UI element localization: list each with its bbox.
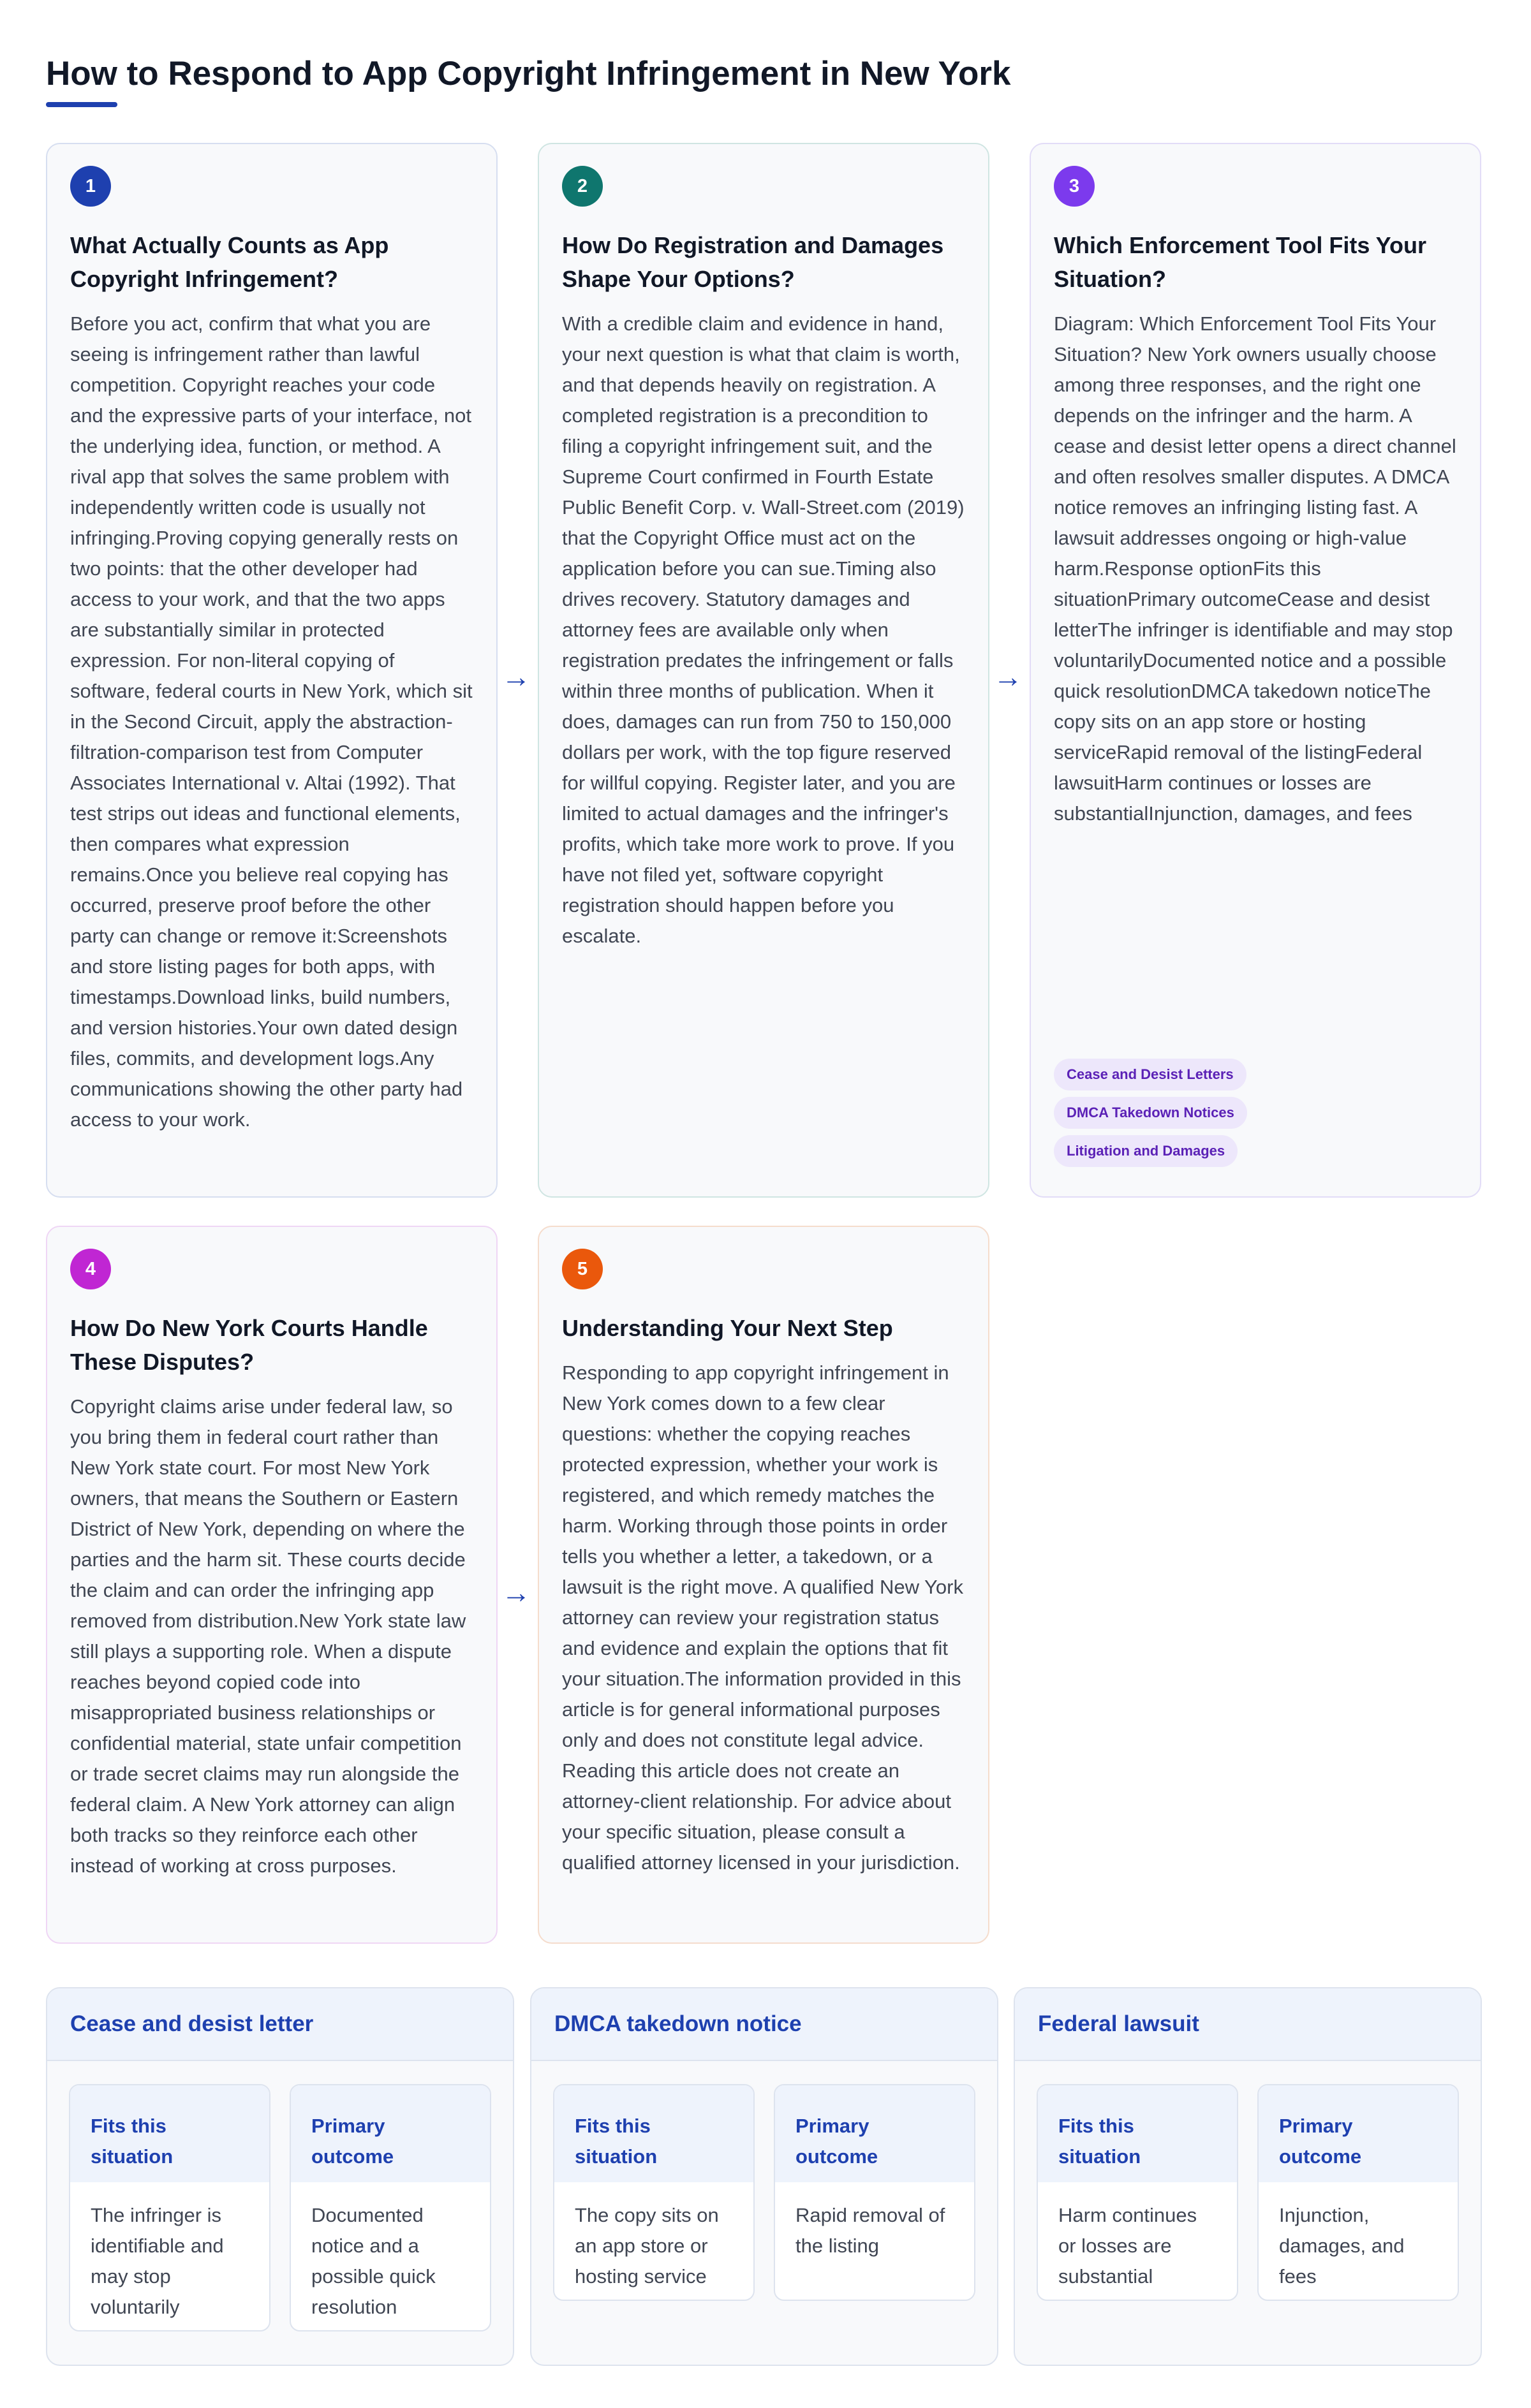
fits-column	[553, 2084, 755, 2301]
step-card-1	[46, 143, 498, 1198]
arrow-right-icon: →	[501, 660, 531, 693]
tag-cease-and-desist[interactable]: Cease and Desist Letters	[1054, 1059, 1246, 1090]
step-number-badge: 5	[562, 1249, 603, 1289]
option-header	[47, 1988, 513, 2061]
step-number-badge: 2	[562, 166, 603, 207]
fits-value: The copy sits on an app store or hosting service	[575, 2204, 719, 2287]
outcome-label: Primary outcome	[1259, 2085, 1458, 2182]
step-card-4	[46, 1226, 498, 1944]
step-title: What Actually Counts as App Copyright Infringement?	[70, 232, 389, 292]
option-header	[1015, 1988, 1481, 2061]
fits-label: Fits this situation	[70, 2085, 269, 2182]
step-body: Diagram: Which Enforcement Tool Fits Your Situation? New York owners usually choose among three responses, and the right one depends on the infringer and the harm. A cease and desist letter opens a direct channel and often resolves smaller disputes. A DMCA notice removes an infringing listing fast. A lawsuit addresses ongoing or high-value harm.Response optionFits this situationPrimary outcomeCease and desist letterThe infringer is identifiable and may stop voluntarilyDocumented notice and a possible quick resolutionDMCA takedown noticeThe copy sits on an app store or hosting serviceRapid removal of the listingFederal lawsuitHarm continues or losses are substantialInjunction, damages, and fees	[1054, 312, 1456, 825]
fits-column	[69, 2084, 270, 2331]
fits-column	[1037, 2084, 1238, 2301]
step-body: Responding to app copyright infringement in New York comes down to a few clear questions: whether the copying reaches protected expression, whether your work is registered, and which remedy matches the harm. Working through those points in order tells you whether a letter, a takedown, or a lawsuit is the right move. A qualified New York attorney can review your registration status and evidence and explain the options that fit your situation.The information provided in this article is for general informational purposes only and does not constitute legal advice. Reading this article does not create an attorney-client relationship. For advice about your specific situation, please consult a qualified attorney licensed in your jurisdiction.	[562, 1362, 963, 1874]
fits-value: Harm continues or losses are substantial	[1058, 2204, 1197, 2287]
tag-dmca-takedown[interactable]: DMCA Takedown Notices	[1054, 1097, 1247, 1129]
step-title: How Do Registration and Damages Shape Your Options?	[562, 232, 944, 292]
option-panel-cease-and-desist	[46, 1987, 514, 2366]
page-title: How to Respond to App Copyright Infringement in New York	[46, 55, 1011, 92]
outcome-value: Rapid removal of the listing	[795, 2204, 945, 2257]
step-number-badge: 3	[1054, 166, 1095, 207]
step-card-2	[538, 143, 989, 1198]
fits-label: Fits this situation	[554, 2085, 753, 2182]
step-card-5	[538, 1226, 989, 1944]
option-title: Cease and desist letter	[70, 2011, 314, 2036]
outcome-column	[774, 2084, 975, 2301]
step-body: With a credible claim and evidence in hand, your next question is what that claim is worth, and that depends heavily on registration. A completed registration is a precondition to filing a copyright infringement suit, and the Supreme Court confirmed in Fourth Estate Public Benefit Corp. v. Wall-Street.com (2019) that the Copyright Office must act on the application before you can sue.Timing also drives recovery. Statutory damages and attorney fees are available only when registration predates the infringement or falls within three months of publication. When it does, damages can run from 750 to 150,000 dollars per work, with the top figure reserved for willful copying. Register later, and you are limited to actual damages and the infringer's profits, which take more work to prove. If you have not filed yet, software copyright registration should happen before you escalate.	[562, 312, 965, 947]
outcome-column	[290, 2084, 491, 2331]
related-topics	[1054, 1059, 1247, 1167]
step-card-3	[1030, 143, 1481, 1198]
outcome-value: Injunction, damages, and fees	[1279, 2204, 1405, 2287]
outcome-label: Primary outcome	[291, 2085, 490, 2182]
option-columns	[531, 2061, 997, 2324]
option-panel-dmca	[530, 1987, 998, 2366]
tag-litigation[interactable]: Litigation and Damages	[1054, 1135, 1238, 1167]
title-underline	[46, 102, 117, 107]
fits-value: The infringer is identifiable and may stop voluntarily	[91, 2204, 224, 2318]
outcome-value: Documented notice and a possible quick resolution	[311, 2204, 436, 2318]
option-columns	[1015, 2061, 1481, 2324]
step-title: Understanding Your Next Step	[562, 1315, 893, 1341]
step-body: Copyright claims arise under federal law, so you bring them in federal court rather than New York state court. For most New York owners, that means the Southern or Eastern District of New York, depending on where the parties and the harm sit. These courts decide the claim and can order the infringing app removed from distribution.New York state law still plays a supporting role. When a dispute reaches beyond copied code into misappropriated business relationships or confidential material, state unfair competition or trade secret claims may run alongside the federal claim. A New York attorney can align both tracks so they reinforce each other instead of working at cross purposes.	[70, 1395, 466, 1877]
option-title: DMCA takedown notice	[554, 2011, 802, 2036]
option-columns	[47, 2061, 513, 2354]
step-body: Before you act, confirm that what you are seeing is infringement rather than lawful competition. Copyright reaches your code and the expressive parts of your interface, not the underlying idea, function, or method. A rival app that solves the same problem with independently written code is usually not infringing.Proving copying generally rests on two points: that the other developer had access to your work, and that the two apps are substantially similar in protected expression. For non-literal copying of software, federal courts in New York, which sit in the Second Circuit, apply the abstraction-filtration-comparison test from Computer Associates International v. Altai (1992). That test strips out ideas and functional elements, then compares what expression remains.Once you believe real copying has occurred, preserve proof before the other party can change or remove it:Screenshots and store listing pages for both apps, with timestamps.Download links, build numbers, and version histories.Your own dated design files, commits, and development logs.Any communications showing the other party had access to your work.	[70, 312, 473, 1131]
step-title: How Do New York Courts Handle These Disputes?	[70, 1315, 428, 1375]
fits-label: Fits this situation	[1038, 2085, 1237, 2182]
outcome-column	[1257, 2084, 1459, 2301]
option-title: Federal lawsuit	[1038, 2011, 1199, 2036]
option-panel-federal-lawsuit	[1014, 1987, 1482, 2366]
step-number-badge: 4	[70, 1249, 111, 1289]
step-title: Which Enforcement Tool Fits Your Situation?	[1054, 232, 1427, 292]
arrow-right-icon: →	[501, 1576, 531, 1609]
outcome-label: Primary outcome	[775, 2085, 974, 2182]
option-header	[531, 1988, 997, 2061]
step-number-badge: 1	[70, 166, 111, 207]
arrow-right-icon: →	[993, 660, 1023, 693]
